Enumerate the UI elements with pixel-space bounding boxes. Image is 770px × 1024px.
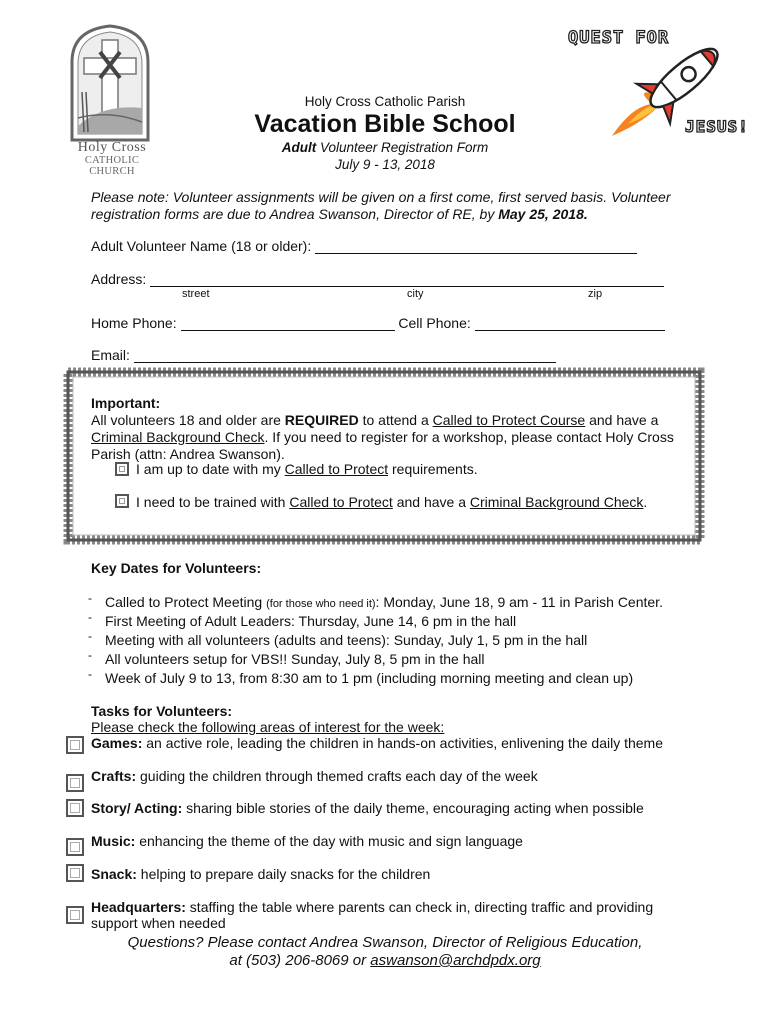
address-row [91, 271, 664, 287]
task-games [91, 735, 691, 751]
address-field[interactable] [150, 272, 664, 287]
up-to-date-label [136, 461, 478, 477]
tasks-subheading: Please check the following areas of interest for the week: [91, 719, 445, 735]
check2-text-b: and have a [392, 494, 470, 510]
key-date-item: - Called to Protect Meeting (for those who need it): Monday, June 18, 9 am - 11 in Parish Center. [88, 591, 663, 610]
key-date-item: - First Meeting of Adult Leaders: Thursday, June 14, 6 pm in the hall [88, 610, 517, 629]
snack-checkbox[interactable] [66, 864, 84, 882]
check1-text-a: I am up to date with my [136, 461, 285, 477]
task-title: Headquarters: [91, 899, 186, 915]
key-date-text: First Meeting of Adult Leaders: Thursday, June 14, 6 pm in the hall [105, 613, 517, 629]
games-checkbox[interactable] [66, 736, 84, 754]
task-title: Story/ Acting: [91, 800, 183, 816]
address-label: Address: [91, 271, 147, 287]
form-subtitle [0, 140, 770, 155]
check2-link2[interactable]: Criminal Background Check [469, 494, 644, 510]
volunteer-name-row [91, 238, 637, 254]
important-paragraph [91, 412, 681, 463]
cell-phone-field[interactable] [475, 316, 665, 331]
email-label: Email: [91, 347, 130, 363]
quest-badge-line1: QUEST FOR [568, 28, 670, 48]
home-phone-field[interactable] [181, 316, 395, 331]
music-checkbox[interactable] [66, 838, 84, 856]
important-text-d: . If you need to register for a workshop, please contact Holy Cross Parish (attn: Andrea Swanson). [91, 429, 674, 462]
key-date-text-rest: : Monday, June 18, 9 am - 11 in Parish Center. [375, 594, 663, 610]
note-paragraph [91, 189, 701, 223]
note-text: Please note: Volunteer assignments will be given on a first come, first served basis. Volunteer registration forms are due to Andrea Swanson, Director of RE, by [91, 189, 671, 222]
headquarters-checkbox[interactable] [66, 906, 84, 924]
task-desc: staffing the table where parents can check in, directing traffic and providing support when needed [91, 899, 654, 931]
key-dates-heading: Key Dates for Volunteers: [91, 560, 262, 576]
footer-line1: Questions? Please contact Andrea Swanson, Director of Religious Education, [127, 934, 643, 951]
task-crafts [91, 768, 691, 784]
note-deadline: May 25, 2018. [498, 206, 588, 222]
called-to-protect-course-link[interactable]: Called to Protect Course [432, 412, 586, 428]
crafts-checkbox[interactable] [66, 774, 84, 792]
story-acting-checkbox[interactable] [66, 799, 84, 817]
important-heading: Important: [91, 395, 161, 411]
address-street-caption: street [182, 288, 210, 300]
page-title: Vacation Bible School [254, 110, 516, 138]
tasks-heading: Tasks for Volunteers: [91, 703, 233, 719]
quest-badge-line2: JESUS! [685, 117, 749, 136]
task-desc: sharing bible stories of the daily theme, encouraging acting when possible [182, 800, 644, 816]
key-date-text: Called to Protect Meeting [105, 594, 267, 610]
key-date-text: Week of July 9 to 13, from 8:30 am to 1 pm (including morning meeting and clean up) [105, 670, 634, 686]
check2-text-a: I need to be trained with [136, 494, 290, 510]
key-date-item: - Week of July 9 to 13, from 8:30 am to 1 pm (including morning meeting and clean up) [88, 667, 634, 686]
important-text-b: to attend a [358, 412, 433, 428]
address-city-caption: city [407, 288, 424, 300]
volunteer-name-field[interactable] [315, 239, 637, 254]
subtitle-rest: Volunteer Registration Form [316, 140, 489, 155]
need-training-checkbox[interactable] [115, 494, 129, 508]
key-date-item: - All volunteers setup for VBS!! Sunday, July 8, 5 pm in the hall [88, 648, 485, 667]
task-desc: guiding the children through themed crafts each day of the week [136, 768, 538, 784]
check2-text-c: . [643, 494, 648, 510]
check2-link1[interactable]: Called to Protect [289, 494, 393, 510]
footer-line2 [0, 952, 770, 969]
check1-text-b: requirements. [388, 461, 478, 477]
up-to-date-checkbox[interactable] [115, 462, 129, 476]
task-title: Crafts: [91, 768, 137, 784]
task-desc: an active role, leading the children in hands-on activities, enlivening the daily theme [142, 735, 664, 751]
need-training-label [136, 494, 647, 510]
background-check-link[interactable]: Criminal Background Check [91, 429, 265, 445]
phone-row [91, 315, 665, 331]
email-field[interactable] [134, 348, 556, 363]
subtitle-bold: Adult [281, 140, 317, 155]
task-snack [91, 866, 691, 882]
key-date-text: All volunteers setup for VBS!! Sunday, July 8, 5 pm in the hall [105, 651, 485, 667]
task-desc: enhancing the theme of the day with music and sign language [135, 833, 523, 849]
address-zip-caption: zip [588, 288, 603, 300]
task-title: Games: [91, 735, 143, 751]
key-date-item: - Meeting with all volunteers (adults and teens): Sunday, July 1, 5 pm in the hall [88, 629, 588, 648]
key-dates-list [88, 593, 728, 688]
logo-name-line1: Holy Cross [77, 140, 147, 155]
contact-email-link[interactable]: aswanson@archdpdx.org [370, 952, 541, 969]
footer-phone: at (503) 206-8069 or [229, 952, 371, 969]
task-story-acting [91, 800, 691, 816]
important-section [91, 395, 681, 463]
home-phone-label: Home Phone: [91, 315, 177, 331]
check1-link[interactable]: Called to Protect [284, 461, 389, 477]
email-row [91, 347, 556, 363]
task-music [91, 833, 691, 849]
important-required: REQUIRED [284, 412, 359, 428]
important-text-a: All volunteers 18 and older are [91, 412, 285, 428]
logo-name-line2: CATHOLIC CHURCH [84, 155, 140, 177]
volunteer-name-label: Adult Volunteer Name (18 or older): [91, 238, 312, 254]
task-title: Snack: [91, 866, 137, 882]
key-date-note: (for those who need it) [266, 598, 376, 610]
parish-name: Holy Cross Catholic Parish [304, 94, 466, 109]
key-date-text: Meeting with all volunteers (adults and teens): Sunday, July 1, 5 pm in the hall [105, 632, 588, 648]
task-headquarters [91, 899, 671, 931]
event-dates: July 9 - 13, 2018 [335, 157, 435, 172]
task-desc: helping to prepare daily snacks for the children [136, 866, 431, 882]
cell-phone-label: Cell Phone: [398, 315, 471, 331]
task-title: Music: [91, 833, 136, 849]
important-text-c: and have a [585, 412, 659, 428]
